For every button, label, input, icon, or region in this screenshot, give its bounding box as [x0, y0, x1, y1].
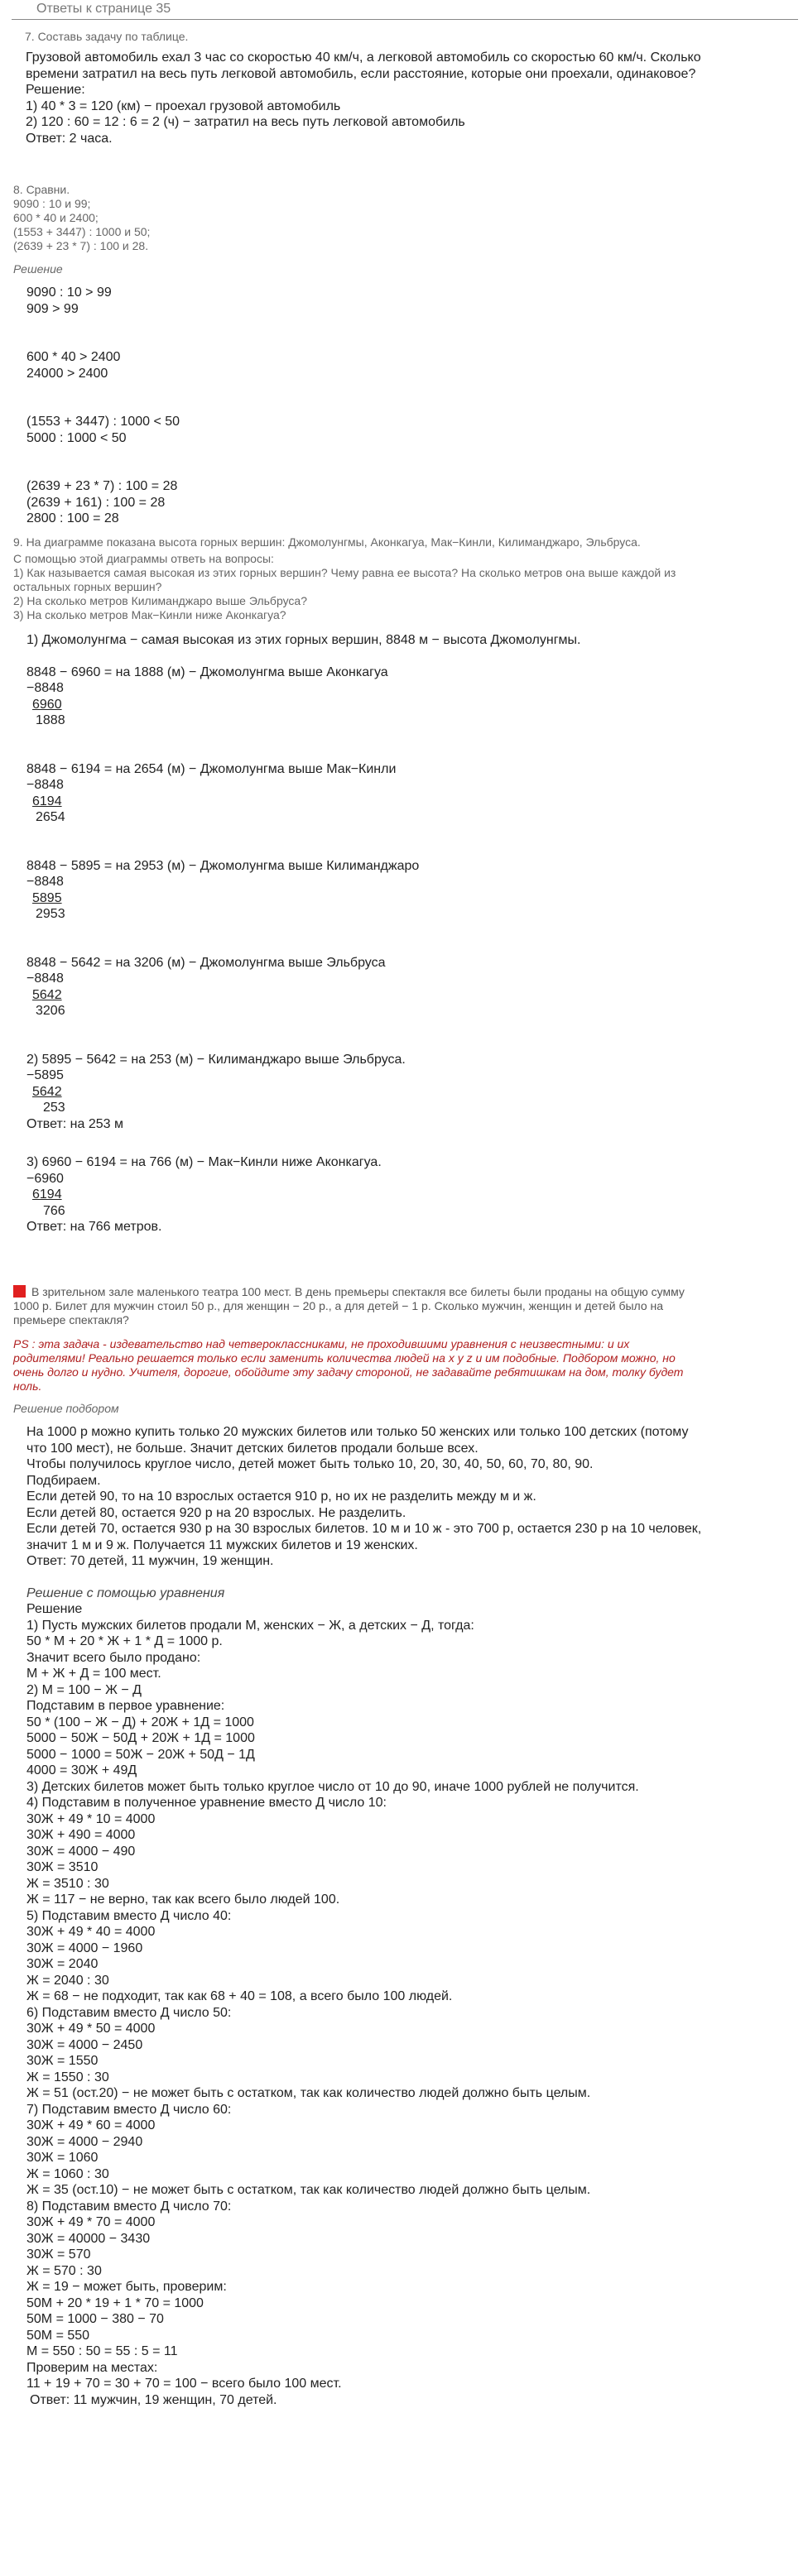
text-line: 1) Как называется самая высокая из этих горных вершин? Чему равна ее высота? На сколько метров она выше каждой из — [13, 566, 676, 579]
text-line: Ж = 51 (ост.20) − не может быть с остатком, так как количество людей должно быть целым. — [26, 2086, 591, 2100]
text-line: М = 550 : 50 = 55 : 5 = 11 — [26, 2344, 178, 2358]
text-line: На 1000 р можно купить только 20 мужских билетов или только 50 женских или только 100 детских (потому — [26, 1425, 689, 1439]
column-subtrahend: 6194 — [32, 1187, 62, 1202]
text-line: 5000 − 1000 = 50Ж − 20Ж + 50Д − 1Д — [26, 1747, 255, 1762]
text-line: 30Ж = 4000 − 2450 — [26, 2037, 143, 2052]
text-line: 30Ж = 40000 − 3430 — [26, 2231, 151, 2246]
text-line: 1000 р. Билет для мужчин стоил 50 р., для женщин − 20 р., а для детей − 1 р. Сколько мужчин, женщин и детей было на — [13, 1299, 664, 1312]
text-line: PS : эта задача - издевательство над четвероклассниками, не проходившими уравнения с неизвестными: и их — [13, 1337, 630, 1350]
answer-line: Ответ: на 253 м — [26, 1116, 123, 1131]
column-result: 2654 — [36, 810, 65, 824]
text-line: 2) М = 100 − Ж − Д — [26, 1682, 142, 1697]
text-line: 4) Подставим в полученное уравнение вместо Д число 10: — [26, 1796, 387, 1810]
text-line: М + Ж + Д = 100 мест. — [26, 1667, 161, 1681]
text-line: 6) Подставим вместо Д число 50: — [26, 2005, 232, 2020]
text-line: 30Ж = 3510 — [26, 1860, 99, 1874]
text-line: 2800 : 100 = 28 — [26, 511, 119, 525]
text-line: ноль. — [13, 1379, 42, 1393]
text-line: Ж = 1550 : 30 — [26, 2070, 109, 2084]
text-line: 30Ж + 49 * 60 = 4000 — [26, 2118, 156, 2132]
column-result: 1888 — [36, 713, 65, 727]
text-line: Подставим в первое уравнение: — [26, 1699, 225, 1713]
text-line: 9090 : 10 и 99; — [13, 197, 91, 210]
text-line: 8848 − 6194 = на 2654 (м) − Джомолунгма выше Мак−Кинли — [26, 761, 397, 776]
text-line: остальных горных вершин? — [13, 580, 162, 593]
text-line: 9090 : 10 > 99 — [26, 285, 112, 300]
text-line: 50М = 1000 − 380 − 70 — [26, 2312, 164, 2326]
text-line: (1553 + 3447) : 1000 и 50; — [13, 225, 151, 238]
column-minuend: −8848 — [26, 778, 64, 792]
text-line: Если детей 70, остается 930 р на 30 взрослых билетов. 10 м и 10 ж - это 700 р, остается 230 р на 10 человек, — [26, 1522, 702, 1536]
text-line: (1553 + 3447) : 1000 < 50 — [26, 415, 180, 429]
column-subtrahend: 5895 — [32, 890, 62, 905]
text-line: 2) 5895 − 5642 = на 253 (м) − Килиманджаро выше Эльбруса. — [26, 1052, 406, 1067]
text-line: 5000 − 50Ж − 50Д + 20Ж + 1Д = 1000 — [26, 1731, 255, 1745]
text-line: (2639 + 23 * 7) : 100 = 28 — [26, 479, 178, 493]
pick-solution-label: Решение подбором — [13, 1402, 119, 1415]
text-line: 8848 − 5642 = на 3206 (м) − Джомолунгма выше Эльбруса — [26, 955, 386, 970]
text-line: премьере спектакля? — [13, 1313, 129, 1326]
text-line: 8848 − 6960 = на 1888 (м) − Джомолунгма выше Аконкагуа — [26, 664, 388, 679]
answer-line: Ответ: на 766 метров. — [26, 1220, 162, 1234]
text-line: Ж = 3510 : 30 — [26, 1876, 109, 1891]
text-line: Ж = 2040 : 30 — [26, 1973, 109, 1988]
column-result: 3206 — [36, 1004, 65, 1018]
text-line: Ж = 35 (ост.10) − не может быть с остатком, так как количество людей должно быть целым. — [26, 2183, 591, 2197]
text-line: Грузовой автомобиль ехал 3 час со скоростью 40 км/ч, а легковой автомобиль со скоростью 60 км/ч. Сколько — [26, 50, 701, 65]
column-result: 2953 — [36, 907, 65, 921]
pick-solution — [26, 1424, 796, 1570]
task-theatre-question — [13, 1285, 796, 1327]
task-9-question — [13, 535, 791, 622]
column-subtrahend: 5642 — [32, 987, 62, 1002]
text-line: 4000 = 30Ж + 49Д — [26, 1763, 137, 1777]
text-line: 11 + 19 + 70 = 30 + 70 = 100 − всего было 100 мест. — [26, 2377, 342, 2391]
text-line: Если детей 90, то на 10 взрослых остается 910 р, но их не разделить между м и ж. — [26, 1489, 536, 1504]
column-subtrahend: 6960 — [32, 697, 62, 712]
text-line: 3) 6960 − 6194 = на 766 (м) − Мак−Кинли ниже Аконкагуа. — [26, 1155, 382, 1169]
page-header: Ответы к странице 35 — [12, 0, 798, 20]
text-line: 600 * 40 и 2400; — [13, 211, 99, 224]
column-minuend: −5895 — [26, 1068, 64, 1082]
task-8 — [13, 183, 791, 527]
text-line: 30Ж = 2040 — [26, 1957, 99, 1971]
text-line: Подбираем. — [26, 1473, 101, 1488]
text-line: 30Ж + 49 * 50 = 4000 — [26, 2022, 156, 2036]
text-line: что 100 мест), не больше. Значит детских билетов продали больше всех. — [26, 1441, 479, 1456]
column-minuend: −8848 — [26, 971, 64, 986]
text-line: 8. Сравни. — [13, 183, 70, 196]
text-line: (2639 + 161) : 100 = 28 — [26, 495, 166, 510]
column-minuend: −8848 — [26, 875, 64, 889]
text-line: 3) На сколько метров Мак−Кинли ниже Аконкагуа? — [13, 608, 286, 621]
text-line: 30Ж = 4000 − 2940 — [26, 2134, 143, 2149]
text-line: 5) Подставим вместо Д число 40: — [26, 1908, 232, 1923]
text-line: 30Ж + 49 * 40 = 4000 — [26, 1925, 156, 1939]
task-9 — [13, 535, 791, 1235]
text-line: очень долго и нудно. Учителя, дорогие, обойдите эту задачу стороной, не задавайте ребятишкам на дом, толку будет — [13, 1365, 684, 1379]
column-result: 253 — [43, 1101, 65, 1115]
text-line: 30Ж + 490 = 4000 — [26, 1828, 136, 1842]
text-line: 24000 > 2400 — [26, 366, 108, 381]
text-line: 30Ж + 49 * 70 = 4000 — [26, 2215, 156, 2229]
task-theatre — [13, 1285, 796, 2408]
column-minuend: −8848 — [26, 681, 64, 695]
text-line: 30Ж = 4000 − 490 — [26, 1844, 136, 1859]
solution-label: Решение — [13, 262, 63, 276]
text-line: 30Ж = 1550 — [26, 2054, 99, 2068]
task-7-answer — [26, 50, 795, 146]
text-line: 1) Пусть мужских билетов продали М, женских − Ж, а детских − Д, тогда: — [26, 1618, 474, 1633]
question-text: В зрительном зале маленького театра 100 мест. В день премьеры спектакля все билеты были проданы на общую сумму — [31, 1285, 685, 1298]
text-line: (2639 + 23 * 7) : 100 и 28. — [13, 239, 149, 252]
text-line: Если детей 80, остается 920 р на 20 взрослых. Не разделить. — [26, 1505, 406, 1520]
text-line: 9. На диаграмме показана высота горных вершин: Джомолунгмы, Аконкагуа, Мак−Кинли, Килиманджаро, Эльбруса. — [13, 535, 641, 549]
text-line: 50 * (100 − Ж − Д) + 20Ж + 1Д = 1000 — [26, 1715, 254, 1729]
task-7-question: 7. Составь задачу по таблице. — [25, 30, 189, 43]
text-line: Ж = 1060 : 30 — [26, 2166, 109, 2181]
text-line: 30Ж = 570 — [26, 2247, 91, 2262]
text-line: 1) 40 * 3 = 120 (км) − проехал грузовой автомобиль — [26, 98, 341, 113]
text-line: 600 * 40 > 2400 — [26, 350, 121, 364]
task-8-solution — [26, 285, 791, 527]
text-line: Чтобы получилось круглое число, детей может быть только 10, 20, 30, 40, 50, 60, 70, 80, 90. — [26, 1457, 594, 1471]
text-line: Ж = 19 − может быть, проверим: — [26, 2280, 227, 2294]
text-line: Ж = 117 − не верно, так как всего было людей 100. — [26, 1892, 340, 1907]
text-line: 3) Детских билетов может быть только круглое число от 10 до 90, иначе 1000 рублей не получится. — [26, 1779, 639, 1794]
column-subtrahend: 6194 — [32, 794, 62, 808]
red-square-icon — [13, 1285, 26, 1298]
ps-note — [13, 1337, 796, 1394]
text-line: Значит всего было продано: — [26, 1650, 201, 1665]
text-line: 50М + 20 * 19 + 1 * 70 = 1000 — [26, 2295, 204, 2310]
text-line: 50М = 550 — [26, 2328, 90, 2343]
text-line: Проверим на местах: — [26, 2360, 158, 2375]
text-line: С помощью этой диаграммы ответь на вопросы: — [13, 552, 274, 565]
text-line: 30Ж = 1060 — [26, 2151, 99, 2165]
text-line: 30Ж = 4000 − 1960 — [26, 1940, 143, 1955]
text-line: 1) Джомолунгма − самая высокая из этих горных вершин, 8848 м − высота Джомолунгмы. — [26, 633, 581, 647]
text-line: Ответ: 11 мужчин, 19 женщин, 70 детей. — [30, 2392, 277, 2407]
column-result: 766 — [43, 1203, 65, 1218]
text-line: Ж = 570 : 30 — [26, 2263, 102, 2278]
text-line — [13, 1285, 796, 1299]
task-9-solution — [26, 632, 791, 1235]
text-line: Ответ: 2 часа. — [26, 131, 113, 146]
text-line: 909 > 99 — [26, 301, 79, 316]
text-line: 2) На сколько метров Килиманджаро выше Эльбруса? — [13, 594, 307, 607]
text-line: 30Ж + 49 * 10 = 4000 — [26, 1811, 156, 1826]
text-line: 5000 : 1000 < 50 — [26, 430, 127, 445]
text-line: времени затратил на весь путь легковой автомобиль, если расстояние, которые они проехали, одинаковое? — [26, 66, 696, 81]
text-line: Ответ: 70 детей, 11 мужчин, 19 женщин. — [26, 1554, 274, 1568]
column-subtrahend: 5642 — [32, 1084, 62, 1099]
task-8-question — [13, 183, 791, 253]
text-line: родителями! Реально решается только если заменить количества людей на x y z и им подобные. Подбором можно, но — [13, 1351, 676, 1365]
text-line: 8) Подставим вместо Д число 70: — [26, 2199, 232, 2214]
text-line: Ж = 68 − не подходит, так как 68 + 40 = 108, а всего было 100 людей. — [26, 1989, 453, 2003]
text-line: значит 1 м и 9 ж. Получается 11 мужских билетов и 19 женских. — [26, 1537, 418, 1552]
text-line: 2) 120 : 60 = 12 : 6 = 2 (ч) − затратил на весь путь легковой автомобиль — [26, 115, 465, 129]
task-7 — [25, 30, 795, 146]
text-line: Решение: — [26, 83, 85, 97]
text-line: 7) Подставим вместо Д число 60: — [26, 2102, 232, 2117]
text-line: 8848 − 5895 = на 2953 (м) − Джомолунгма выше Килиманджаро — [26, 858, 420, 873]
equation-solution-label: Решение с помощью уравнения — [26, 1585, 225, 1600]
equation-solution — [26, 1601, 796, 2408]
text-line: Решение — [26, 1602, 83, 1616]
column-minuend: −6960 — [26, 1171, 64, 1186]
text-line: 50 * М + 20 * Ж + 1 * Д = 1000 р. — [26, 1634, 223, 1648]
